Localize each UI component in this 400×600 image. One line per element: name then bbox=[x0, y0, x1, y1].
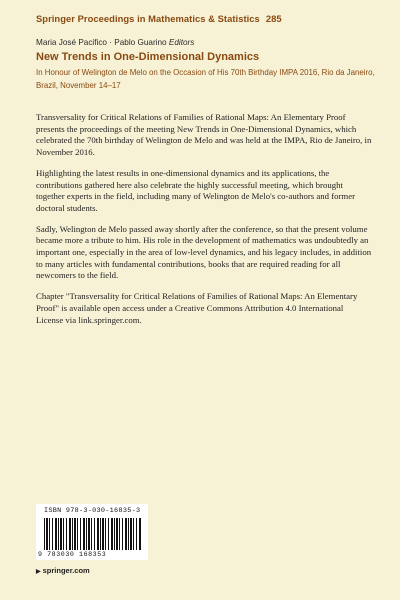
book-subtitle: In Honour of Welington de Melo on the Occasion of His 70th Birthday IMPA 2016, Rio da Janeiro, Brazil, November 14–17 bbox=[36, 68, 375, 90]
barcode-bars bbox=[44, 518, 142, 550]
blurb-paragraph: Chapter "Transversality for Critical Relations of Families of Rational Maps: An Elementary Proof" is available open access under a Creative Commons Attribution 4.0 International License via link.springer.com. bbox=[36, 291, 358, 325]
blurb-paragraph: Highlighting the latest results in one-dimensional dynamics and its applications, the contributions gathered here also celebrate the highly successful meeting, which brought together experts in the field, including many of Welington de Melo's co-authors and former doctoral students. bbox=[36, 167, 356, 213]
website-url: springer.com bbox=[42, 566, 90, 575]
blurb-paragraph: Transversality for Critical Relations of Families of Rational Maps: An Elementary Proof presents the proceedings of the meeting New Trends in One-Dimensional Dynamics, which celebrated the 70th birthday of Welington de Melo and was held at the IMPA, Rio de Janeiro, in November 2016. bbox=[36, 112, 372, 158]
blurb-text bbox=[36, 112, 372, 335]
book-title: New Trends in One-Dimensional Dynamics bbox=[36, 51, 260, 63]
blurb-paragraph: Sadly, Welington de Melo passed away shortly after the conference, so that the present volume became more a tribute to him. His role in the development of mathematics was undoubtedly an important one, especially in the area of low-level dynamics, and his legacy includes, in addition to many articles with fundamental contributions, books that are required reading for all newcomers to the field. bbox=[36, 223, 372, 281]
barcode-digits: 9 783030 168353 bbox=[38, 551, 107, 558]
editor-names: Maria José Pacifico · Pablo Guarino bbox=[36, 38, 167, 47]
series-line bbox=[36, 13, 282, 24]
barcode bbox=[36, 504, 148, 560]
isbn-label: ISBN 978-3-030-16835-3 bbox=[44, 507, 141, 515]
editors-line bbox=[36, 38, 194, 47]
series-volume: 285 bbox=[265, 13, 282, 24]
publisher-website[interactable] bbox=[36, 566, 90, 575]
editors-role: Editors bbox=[168, 38, 195, 47]
series-name: Springer Proceedings in Mathematics & Statistics bbox=[36, 13, 260, 24]
arrow-icon: ▶ bbox=[36, 569, 41, 575]
